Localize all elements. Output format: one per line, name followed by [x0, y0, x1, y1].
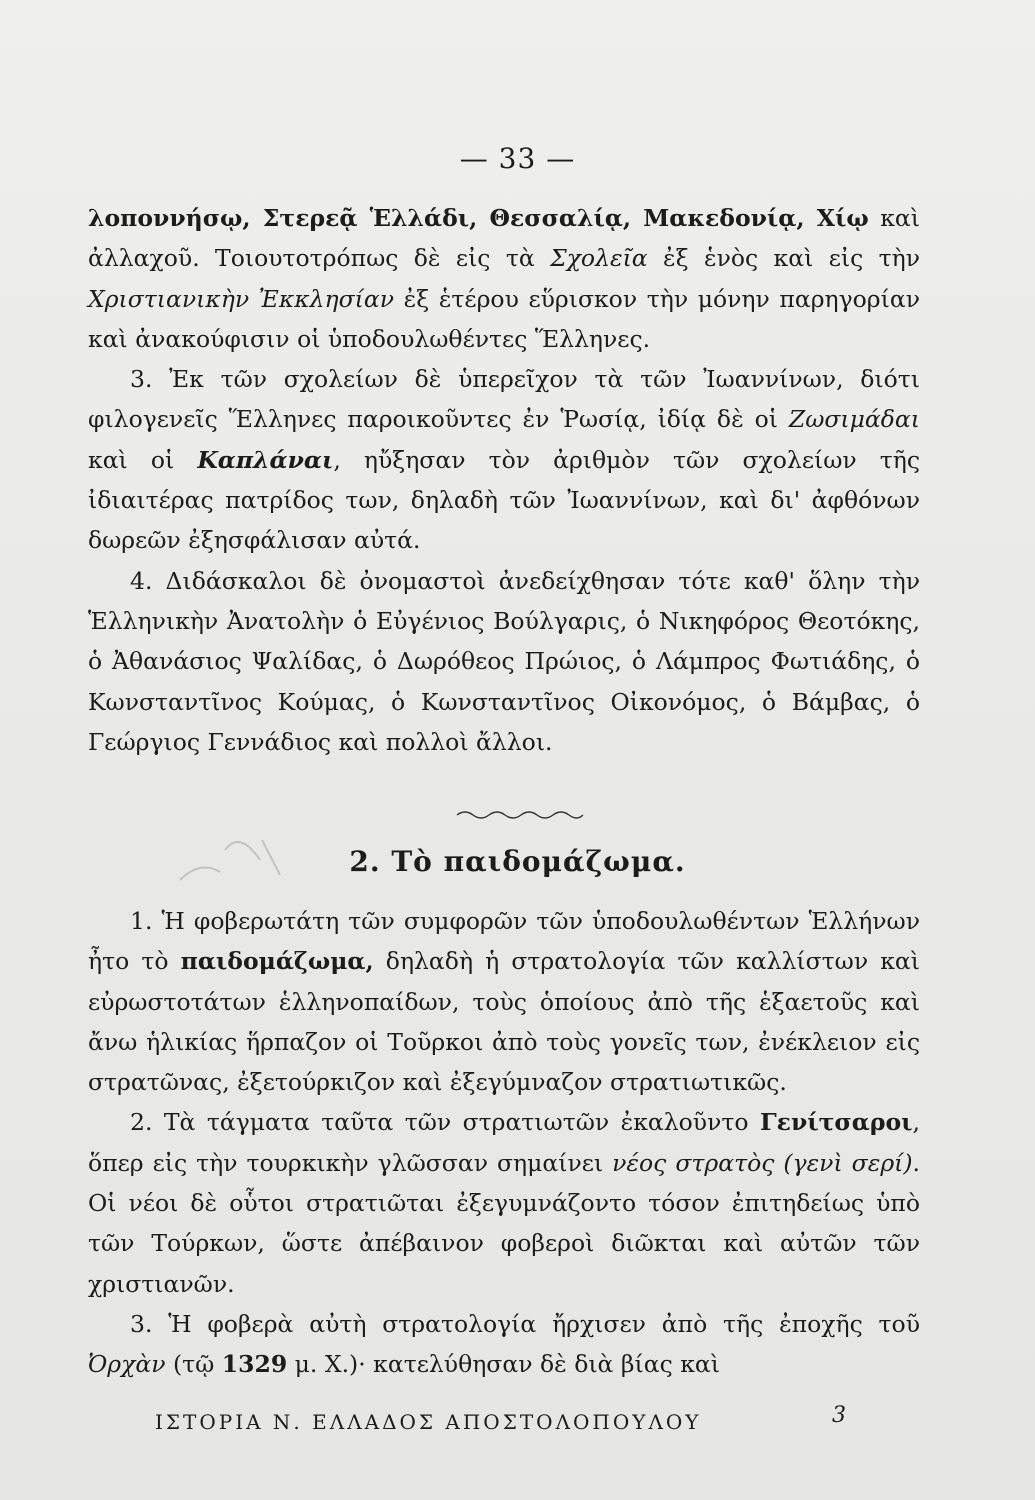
text-run: Ζωσιμάδαι [788, 405, 920, 434]
text-run: Γενίτσαροι [759, 1108, 913, 1137]
text-run: 1329 [221, 1350, 288, 1379]
text-run: 3. Ἐκ τῶν σχολείων δὲ ὑπερεῖχον τὰ τῶν Ἰωαννίνων, διότι φιλογενεῖς Ἕλληνες παροικοῦντες ἐν Ῥωσίᾳ, ἰδίᾳ δὲ οἱ [88, 365, 920, 434]
text-run: Σχολεῖα [550, 244, 648, 273]
paragraph-orhan [88, 1304, 920, 1385]
section-title: 2. Τὸ παιδομάζωμα. [349, 845, 686, 878]
text-run: , ὅπερ εἰς τὴν τουρκικὴν γλῶσσαν σημαίνει [88, 1108, 920, 1177]
text-run: μ. Χ.)· κατελύθησαν δὲ διὰ βίας καὶ [287, 1350, 720, 1379]
text-run: , ηὔξησαν τὸν ἀριθμὸν τῶν σχολείων τῆς ἰδιαιτέρας πατρίδος των, δηλαδὴ τῶν Ἰωαννίνων, καὶ δι' ἀφθόνων δωρεῶν ἐξησφάλισαν αὐτά. [88, 445, 920, 555]
paragraph-janissaries [88, 1102, 920, 1303]
text-run: Χριστιανικὴν Ἐκκλησίαν [88, 284, 395, 313]
text-run: . Οἱ νέοι δὲ οὗτοι στρατιῶται ἐξεγυμνάζοντο τόσον ἐπιτηδείως ὑπὸ τῶν Τούρκων, ὥστε ἀπέβαινον φοβεροὶ διῶκται καὶ αὐτῶν τῶν χριστιανῶν. [88, 1148, 921, 1298]
text-run: 1. Ἡ φοβερωτάτη τῶν συμφορῶν τῶν ὑποδουλωθέντων Ἑλλήνων ἦτο τὸ [88, 907, 920, 976]
text-run: νέος στρατὸς (γενὶ σερί) [612, 1148, 913, 1177]
paragraph-paidomazoma [88, 901, 920, 1102]
text-run: Καπλάναι [197, 445, 334, 474]
text-run: λοποννήσῳ, Στερεᾷ Ἑλλάδι, Θεσσαλίᾳ, Μακεδονίᾳ, Χίῳ [88, 204, 869, 232]
paragraph-schools-ioannina [88, 359, 920, 560]
text-run: παιδομάζωμα, [180, 947, 374, 976]
text-run: ἐξ ἑτέρου εὕρισκον τὴν μόνην παρηγορίαν καὶ ἀνακούφισιν οἱ ὑποδουλωθέντες Ἕλληνες. [88, 284, 920, 353]
bottom-text-block [88, 901, 920, 1385]
paragraph-continuation [88, 198, 920, 359]
text-run: δηλαδὴ ἡ στρατολογία τῶν καλλίστων καὶ εὐρωστοτάτων ἑλληνοπαίδων, τοὺς ὁποίους ἀπὸ τῆς ἑξαετοῦς καὶ ἄνω ἡλικίας ἥρπαζον οἱ Τοῦρκοι ἀπὸ τοὺς γονεῖς των, ἐνέκλειον εἰς στρατῶνας, ἐξετούρκιζον καὶ ἐξεγύμναζον στρατιωτικῶς. [88, 947, 921, 1097]
text-run: (τῷ [165, 1350, 222, 1379]
text-run: καὶ ἀλλαχοῦ. Τοιουτοτρόπως δὲ εἰς τὰ [88, 204, 920, 273]
signature-number: 3 [832, 1403, 846, 1428]
top-text-block [88, 198, 920, 762]
text-run: 4. Διδάσκαλοι δὲ ὀνομαστοὶ ἀνεδείχθησαν τότε καθ' ὅλην τὴν Ἑλληνικὴν Ἀνατολὴν ὁ Εὐγένιος Βούλγαρις, ὁ Νικηφόρος Θεοτόκης, ὁ Ἀθανάσιος Ψαλίδας, ὁ Δωρόθεος Πρώιος, ὁ Λάμπρος Φωτιάδης, ὁ Κωνσταντῖνος Κούμας, ὁ Κωνσταντῖνος Οἰκονόμος, ὁ Βάμβας, ὁ Γεώργιος Γεννάδιος καὶ πολλοὶ ἄλλοι. [88, 566, 920, 756]
decorative-divider [455, 808, 585, 822]
book-footer: ΙΣΤΟΡΙΑ Ν. ΕΛΛΑΔΟΣ ΑΠΟΣΤΟΛΟΠΟΥΛΟΥ [155, 1410, 702, 1434]
text-run: καὶ οἱ [88, 445, 198, 474]
text-run: Ὀρχὰν [88, 1350, 166, 1379]
paragraph-teachers [88, 561, 920, 762]
text-run: 2. Τὰ τάγματα ταῦτα τῶν στρατιωτῶν ἐκαλοῦντο [130, 1108, 760, 1137]
text-run: ἐξ ἑνὸς καὶ εἰς τὴν [647, 244, 920, 273]
text-run: 3. Ἡ φοβερὰ αὐτὴ στρατολογία ἤρχισεν ἀπὸ τῆς ἐποχῆς τοῦ [130, 1309, 920, 1338]
page-number: — 33 — [459, 142, 576, 175]
